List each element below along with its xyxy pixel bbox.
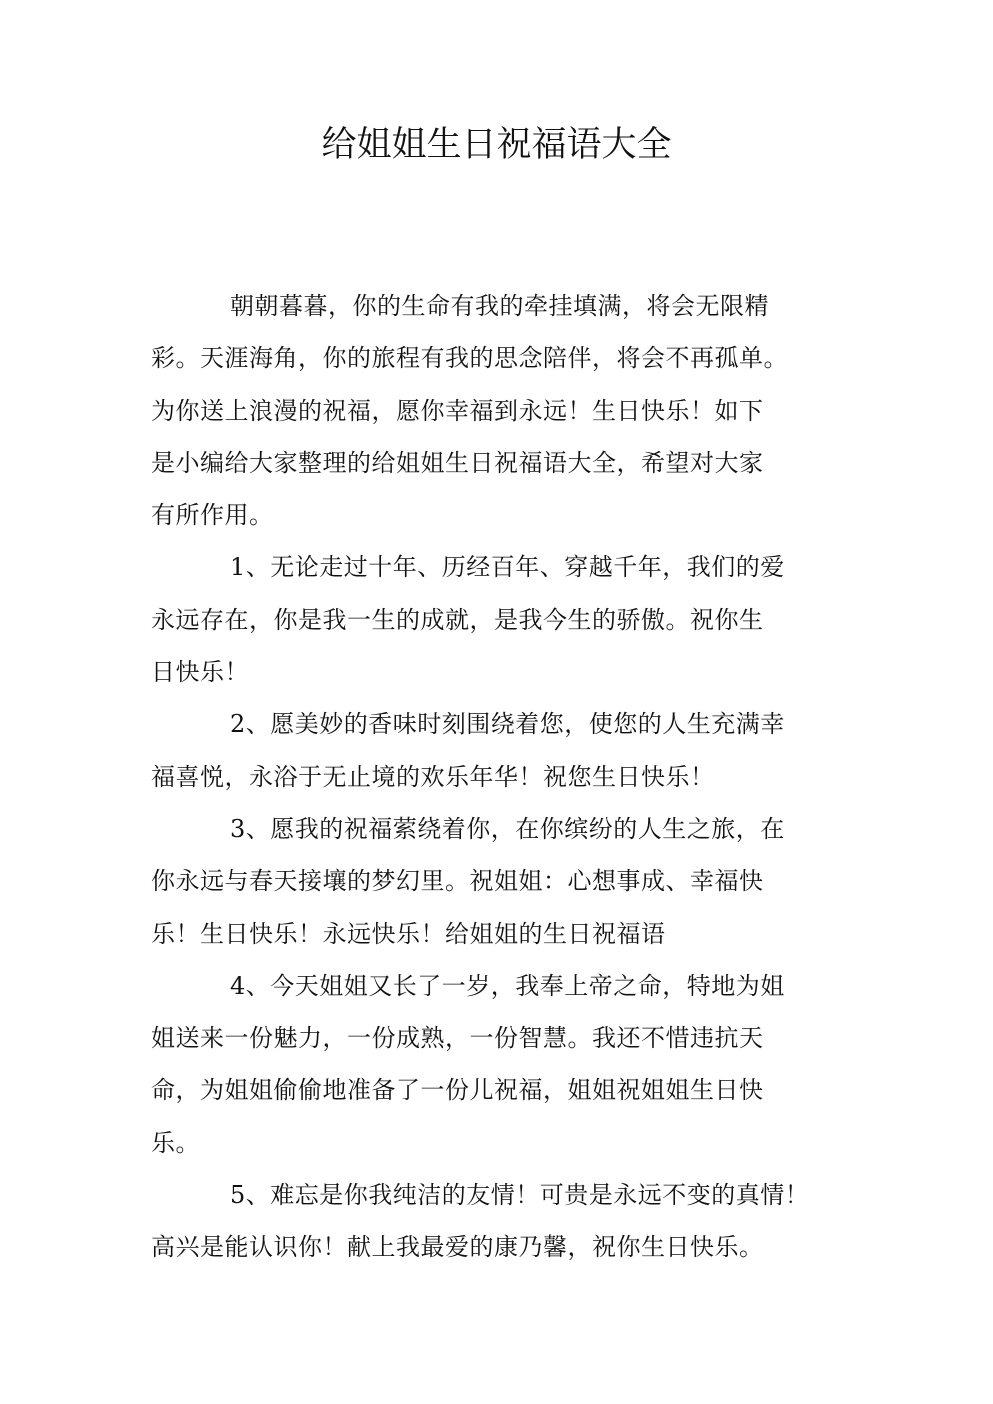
text-line: 高兴是能认识你！献上我最爱的康乃馨，祝你生日快乐。 <box>151 1233 764 1262</box>
text-line: 姐送来一份魅力，一份成熟，一份智慧。我还不惜违抗天 <box>151 1024 764 1053</box>
text-line: 你永远与春天接壤的梦幻里。祝姐姐：心想事成、幸福快 <box>151 867 764 896</box>
text-line: 乐！生日快乐！永远快乐！给姐姐的生日祝福语 <box>151 919 666 948</box>
wish-paragraph-4 <box>151 960 851 1169</box>
text-line: 彩。天涯海角，你的旅程有我的思念陪伴，将会不再孤单。 <box>151 344 788 373</box>
text-line: 为你送上浪漫的祝福，愿你幸福到永远！生日快乐！如下 <box>151 396 764 425</box>
text-line: 4、今天姐姐又长了一岁，我奉上帝之命，特地为姐 <box>230 971 785 1000</box>
text-line: 2、愿美妙的香味时刻围绕着您，使您的人生充满幸 <box>230 710 785 739</box>
text-line: 5、难忘是你我纯洁的友情！可贵是永远不变的真情！ <box>230 1181 810 1210</box>
text-line: 1、无论走过十年、历经百年、穿越千年，我们的爱 <box>230 553 785 582</box>
text-line: 朝朝暮暮，你的生命有我的牵挂填满，将会无限精 <box>230 292 769 320</box>
text-line: 3、愿我的祝福萦绕着你，在你缤纷的人生之旅，在 <box>230 814 785 843</box>
text-line: 福喜悦，永浴于无止境的欢乐年华！祝您生日快乐！ <box>151 762 715 791</box>
text-line: 日快乐！ <box>151 658 249 687</box>
wish-paragraph-5 <box>151 1169 851 1274</box>
wish-paragraph-2 <box>151 698 851 803</box>
wish-paragraph-3 <box>151 803 851 960</box>
text-line: 命，为姐姐偷偷地准备了一份儿祝福，姐姐祝姐姐生日快 <box>151 1076 764 1105</box>
text-line: 有所作用。 <box>151 501 274 530</box>
document-title: 给姐姐生日祝福语大全 <box>321 125 672 165</box>
document-body <box>151 280 851 1274</box>
text-line: 永远存在，你是我一生的成就，是我今生的骄傲。祝你生 <box>151 605 764 634</box>
text-line: 乐。 <box>151 1128 200 1157</box>
text-line: 是小编给大家整理的给姐姐生日祝福语大全，希望对大家 <box>151 448 764 477</box>
intro-paragraph <box>151 280 851 541</box>
wish-paragraph-1 <box>151 541 851 698</box>
